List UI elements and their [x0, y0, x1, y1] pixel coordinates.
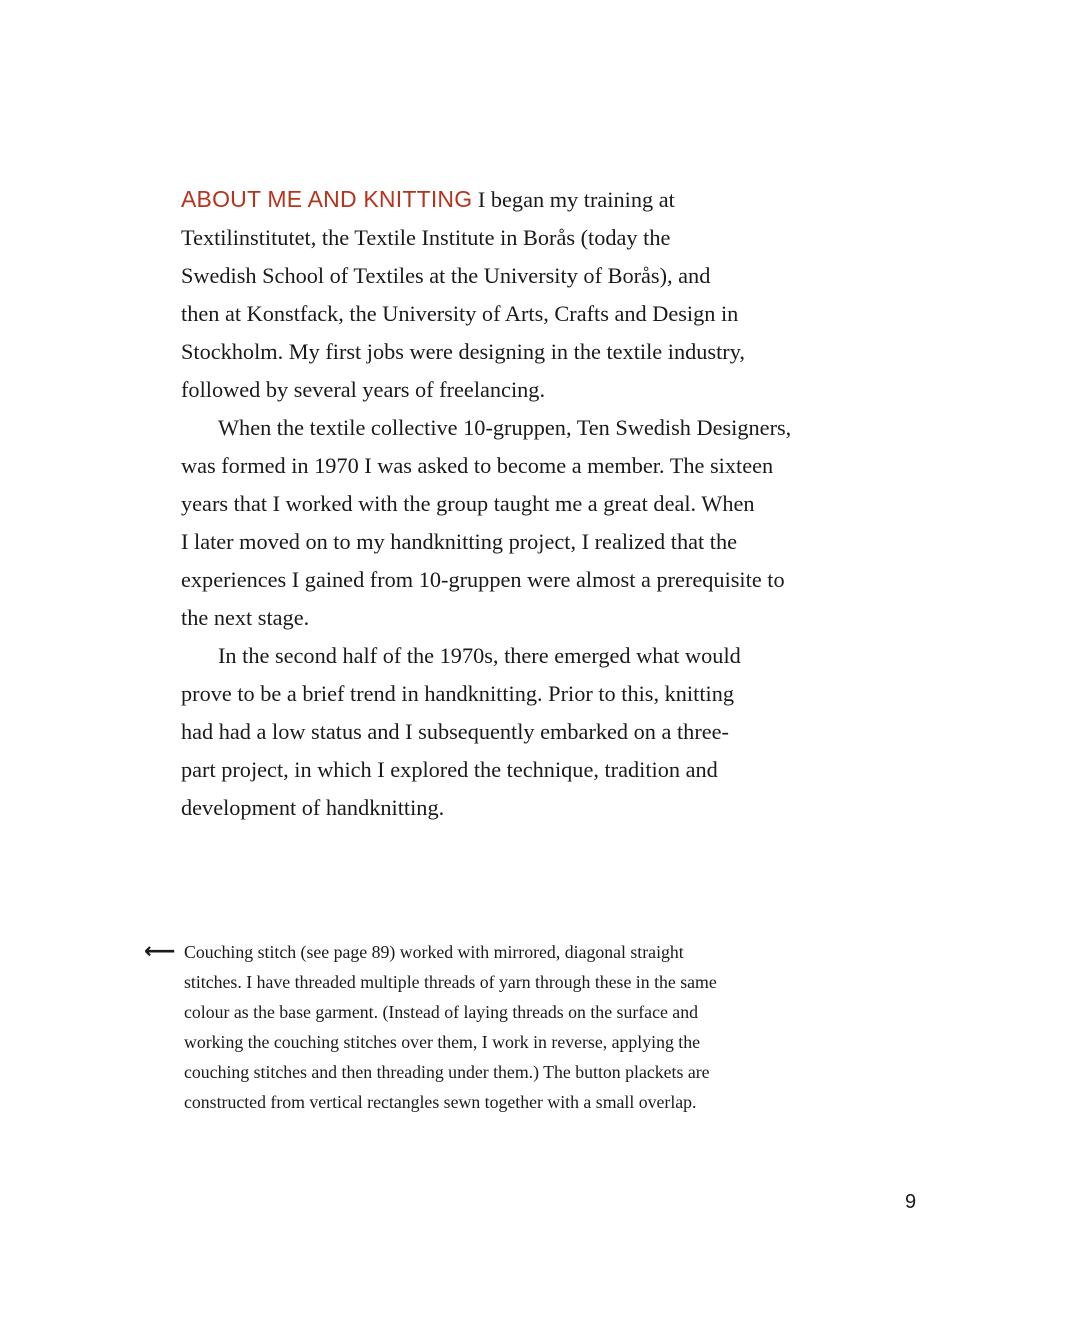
caption-line: couching stitches and then threading under them.) The button plackets are — [184, 1062, 710, 1082]
text-line: then at Konstfack, the University of Arts, Crafts and Design in — [181, 301, 739, 326]
caption-line: stitches. I have threaded multiple threads of yarn through these in the same — [184, 972, 717, 992]
caption-line: constructed from vertical rectangles sewn together with a small overlap. — [184, 1092, 697, 1112]
section-heading: ABOUT ME AND KNITTING — [181, 186, 473, 212]
text-line: When the textile collective 10-gruppen, Ten Swedish Designers, — [218, 415, 792, 440]
text-line: Stockholm. My first jobs were designing in the textile industry, — [181, 339, 745, 364]
text-line: followed by several years of freelancing. — [181, 377, 546, 402]
text-line: part project, in which I explored the technique, tradition and — [181, 757, 718, 782]
text-line: experiences I gained from 10-gruppen were almost a prerequisite to — [181, 567, 785, 592]
text-line: the next stage. — [181, 605, 310, 630]
paragraph-2 — [181, 409, 901, 637]
text-line: was formed in 1970 I was asked to become a member. The sixteen — [181, 453, 774, 478]
text-line: years that I worked with the group taught me a great deal. When — [181, 491, 755, 516]
image-caption — [144, 937, 904, 1117]
text-line: Swedish School of Textiles at the University of Borås), and — [181, 263, 711, 288]
text-line: I later moved on to my handknitting project, I realized that the — [181, 529, 738, 554]
text-line — [181, 180, 901, 219]
text-line: Textilinstitutet, the Textile Institute in Borås (today the — [181, 225, 671, 250]
main-text — [181, 180, 901, 827]
text-line-content: I began my training at — [472, 187, 675, 212]
text-line: development of handknitting. — [181, 795, 445, 820]
text-line: prove to be a brief trend in handknitting. Prior to this, knitting — [181, 681, 735, 706]
paragraph-3 — [181, 637, 901, 827]
text-line: had had a low status and I subsequently embarked on a three- — [181, 719, 729, 744]
text-line: In the second half of the 1970s, there emerged what would — [218, 643, 741, 668]
arrow-left-icon: ⟵ — [144, 939, 176, 964]
caption-line: colour as the base garment. (Instead of laying threads on the surface and — [184, 1002, 698, 1022]
caption-text — [184, 937, 904, 1117]
page-number: 9 — [905, 1191, 917, 1213]
caption-line: working the couching stitches over them, I work in reverse, applying the — [184, 1032, 701, 1052]
paragraph-1 — [181, 180, 901, 409]
caption-line: Couching stitch (see page 89) worked with mirrored, diagonal straight — [184, 942, 684, 962]
